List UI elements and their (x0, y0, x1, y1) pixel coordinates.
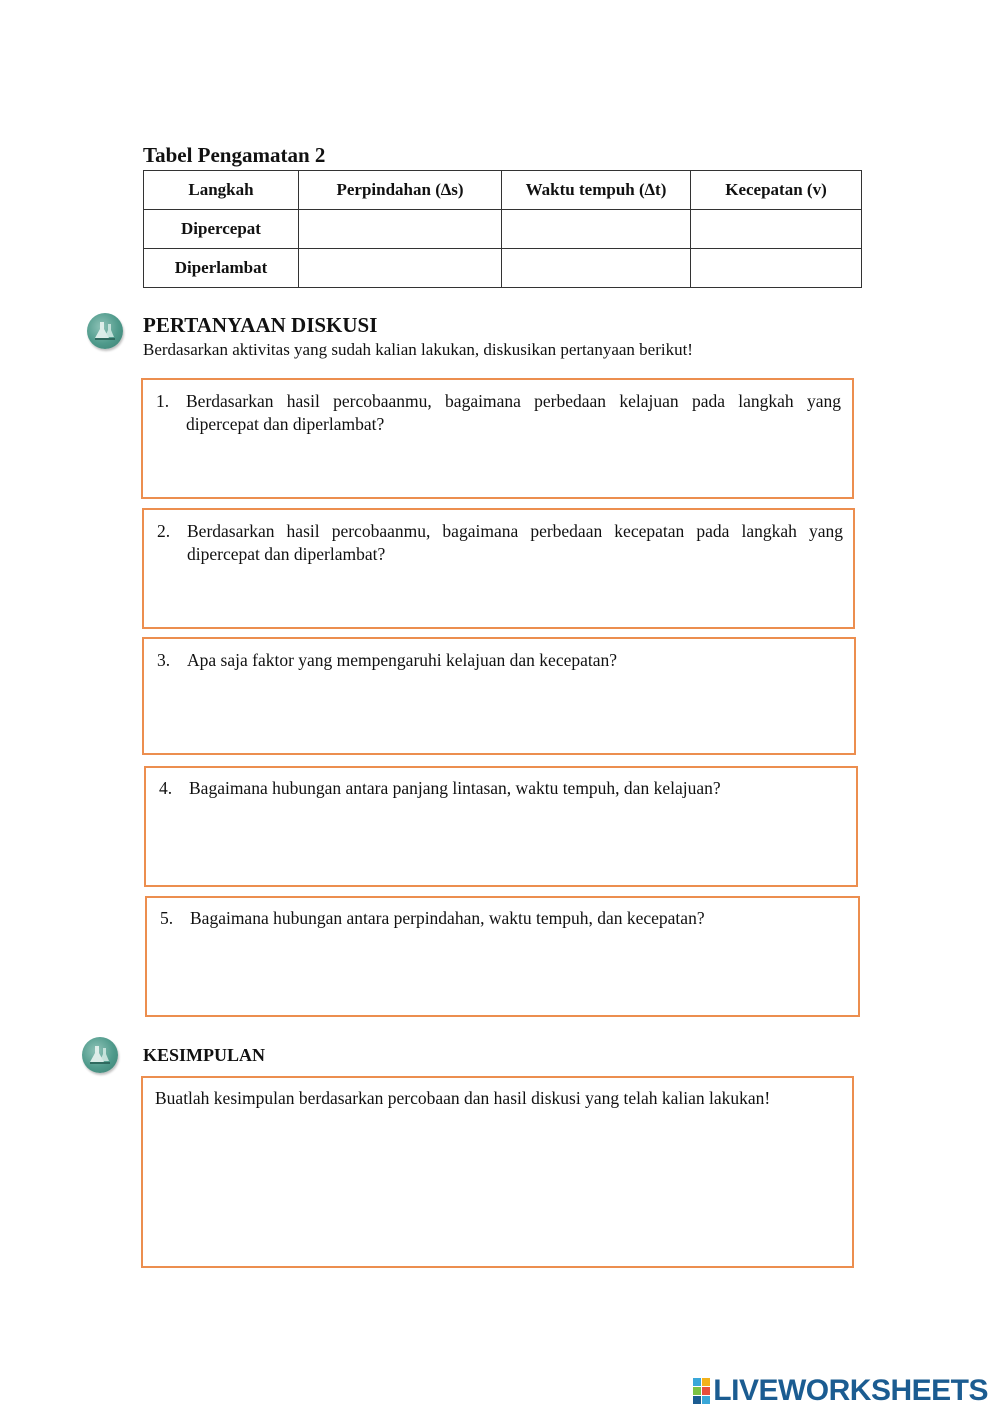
conclusion-title: KESIMPULAN (143, 1045, 266, 1065)
logo-mark-icon (693, 1378, 710, 1404)
cell-dipercepat-waktu[interactable] (502, 210, 691, 249)
discussion-title: PERTANYAAN DISKUSI (143, 313, 378, 337)
question-text: Bagaimana hubungan antara perpindahan, waktu tempuh, dan kecepatan? (190, 908, 705, 928)
row-label-dipercepat: Dipercepat (144, 210, 299, 249)
cell-dipercepat-perpindahan[interactable] (299, 210, 502, 249)
conclusion-prompt: Buatlah kesimpulan berdasarkan percobaan dan hasil diskusi yang telah kalian lakukan! (155, 1088, 771, 1108)
question-box-5[interactable] (145, 896, 860, 1017)
row-label-diperlambat: Diperlambat (144, 249, 299, 288)
observation-table (143, 170, 862, 288)
question-box-2[interactable] (142, 508, 855, 629)
conclusion-box[interactable] (141, 1076, 854, 1268)
question-number: 4. (159, 778, 173, 798)
header-perpindahan: Perpindahan (∆s) (299, 171, 502, 210)
table-row (144, 249, 862, 288)
logo-text: LIVEWORKSHEETS (713, 1374, 988, 1407)
question-box-4[interactable] (144, 766, 858, 887)
table-header-row (144, 171, 862, 210)
cell-dipercepat-kecepatan[interactable] (691, 210, 862, 249)
question-box-3[interactable] (142, 637, 856, 755)
discussion-intro: Berdasarkan aktivitas yang sudah kalian lakukan, diskusikan pertanyaan berikut! (143, 340, 693, 359)
header-waktu-tempuh: Waktu tempuh (∆t) (502, 171, 691, 210)
question-number: 2. (157, 521, 171, 541)
table-row (144, 210, 862, 249)
cell-diperlambat-kecepatan[interactable] (691, 249, 862, 288)
question-number: 5. (160, 908, 174, 928)
header-langkah: Langkah (144, 171, 299, 210)
question-number: 3. (157, 650, 171, 670)
liveworksheets-logo (693, 1374, 988, 1408)
header-kecepatan: Kecepatan (v) (691, 171, 862, 210)
cell-diperlambat-perpindahan[interactable] (299, 249, 502, 288)
table-title: Tabel Pengamatan 2 (143, 143, 326, 167)
question-box-1[interactable] (141, 378, 854, 499)
cell-diperlambat-waktu[interactable] (502, 249, 691, 288)
lab-flask-icon (87, 313, 123, 349)
question-text: Apa saja faktor yang mempengaruhi kelajuan dan kecepatan? (187, 650, 618, 670)
question-text: Berdasarkan hasil percobaanmu, bagaimana perbedaan kecepatan pada langkah yang dipercepat dan diperlambat? (187, 521, 843, 564)
lab-flask-icon (82, 1037, 118, 1073)
question-text: Berdasarkan hasil percobaanmu, bagaimana perbedaan kelajuan pada langkah yang dipercepat dan diperlambat? (186, 391, 841, 434)
question-number: 1. (156, 391, 170, 411)
question-text: Bagaimana hubungan antara panjang lintasan, waktu tempuh, dan kelajuan? (189, 778, 721, 798)
